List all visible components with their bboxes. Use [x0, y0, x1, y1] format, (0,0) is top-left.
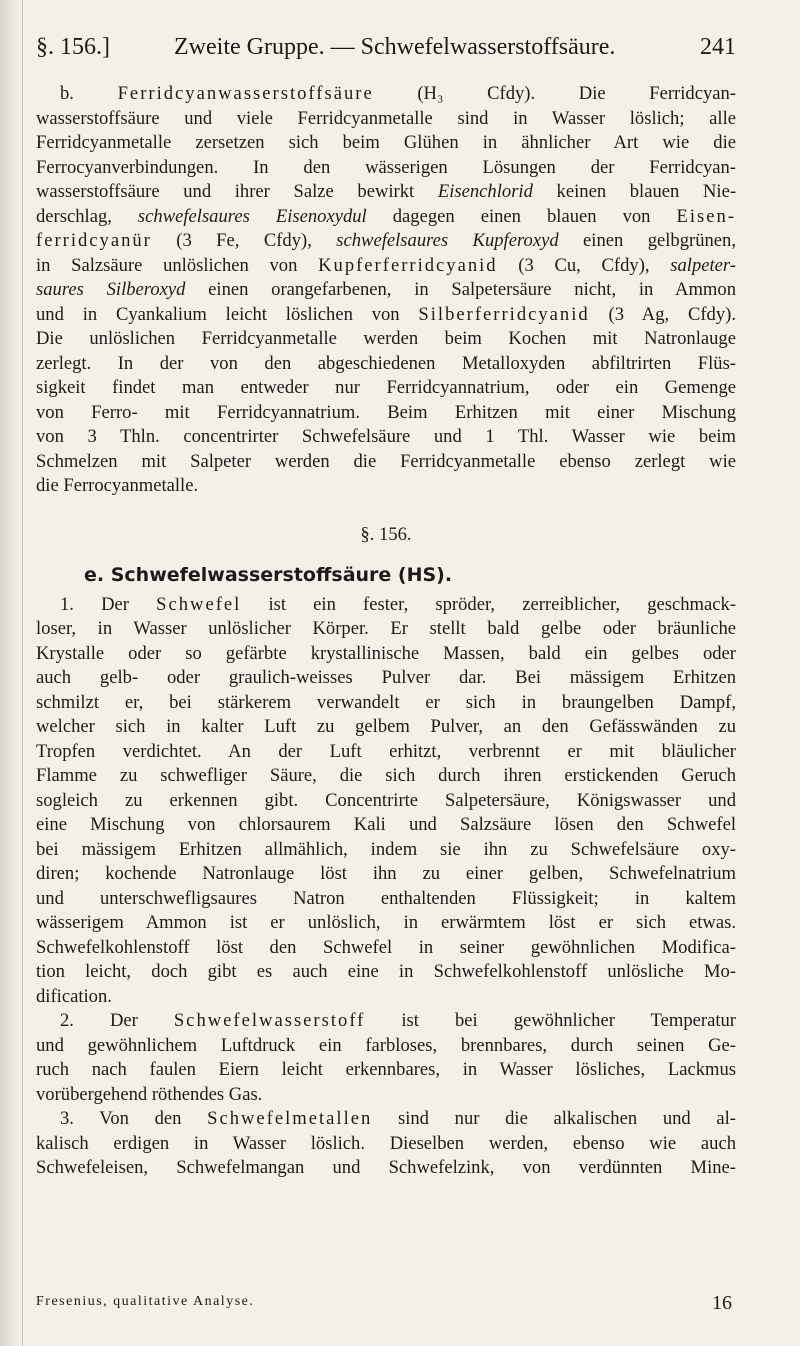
italic-term: Eisenchlorid	[437, 181, 533, 202]
text-run: bei mässigem Erhitzen allmählich, indem sie ihn zu Schwefelsäure oxy-	[36, 838, 736, 860]
paragraph-schwefelwasserstoff	[36, 1009, 736, 1107]
text-run: sogleich zu erkennen gibt. Concentrirte Salpetersäure, Königswasser und	[36, 789, 736, 811]
text-line	[36, 862, 736, 887]
text-line	[36, 911, 736, 936]
footer-author: Fresenius, qualitative Analyse.	[36, 1294, 255, 1309]
italic-term: schwefelsaures Kupferoxyd	[336, 230, 559, 251]
text-line	[36, 474, 736, 499]
text-line	[36, 254, 736, 279]
text-line	[36, 205, 736, 230]
subsection-heading: e. Schwefelwasserstoffsäure (HS).	[84, 563, 453, 586]
paragraph-schwefel	[36, 593, 736, 1010]
text-line	[36, 327, 736, 352]
text-run: keinen blauen Nie-	[532, 181, 736, 202]
text-line	[36, 617, 736, 642]
text-line	[36, 303, 736, 328]
text-run: und gewöhnlichem Luftdruck ein farbloses, brennbares, durch seinen Ge-	[36, 1034, 736, 1056]
section-heading: §. 156.	[360, 523, 412, 545]
text-line	[36, 642, 736, 667]
spaced-term: Schwefel	[156, 593, 242, 615]
text-line	[36, 229, 736, 254]
spaced-term: Schwefelwasserstoff	[173, 1010, 366, 1031]
text-run: von Ferro- mit Ferridcyannatrium. Beim Erhitzen mit einer Mischung	[36, 401, 736, 423]
text-line	[36, 376, 736, 401]
paragraph-ferridcyan	[36, 82, 736, 499]
signature-mark: 16	[712, 1292, 732, 1314]
text-line	[36, 764, 736, 789]
page-number: 241	[700, 34, 736, 60]
text-line	[36, 715, 736, 740]
text-run: einen orangefarbenen, in Salpetersäure nicht, in Ammon	[185, 279, 736, 300]
text-line	[36, 936, 736, 961]
text-run: 3. Von den	[60, 1108, 208, 1129]
spaced-term: Schwefelmetallen	[207, 1108, 373, 1129]
text-line	[36, 593, 736, 618]
text-run: einen gelbgrünen,	[558, 230, 736, 251]
text-line	[36, 960, 736, 985]
text-line	[36, 278, 736, 303]
text-run: wasserstoffsäure und viele Ferridcyanmetalle sind in Wasser löslich; alle	[36, 107, 736, 129]
page-binding-edge	[0, 0, 23, 1346]
text-run: Krystalle oder so gefärbte krystallinische Massen, bald ein gelbes oder	[36, 642, 736, 664]
text-run: zerlegt. In der von den abgeschiedenen Metalloxyden abfiltrirten Flüs-	[36, 352, 736, 374]
page-footer	[36, 1292, 736, 1322]
text-line	[36, 1034, 736, 1059]
text-run: Die unlöslichen Ferridcyanmetalle werden beim Kochen mit Natronlauge	[36, 328, 736, 349]
body-text	[36, 82, 736, 1181]
text-line	[36, 82, 736, 107]
text-line	[36, 691, 736, 716]
text-line	[36, 666, 736, 691]
text-run: wasserstoffsäure und ihrer Salze bewirkt	[36, 181, 438, 202]
text-run: vorübergehend röthendes Gas.	[36, 1083, 263, 1105]
text-run: Schmelzen mit Salpeter werden die Ferridcyanmetalle ebenso zerlegt wie	[36, 450, 736, 472]
spaced-term: Eisen-	[676, 205, 736, 227]
text-line	[36, 450, 736, 475]
text-run: und in Cyankalium leicht löslichen von	[36, 303, 419, 325]
text-line	[36, 156, 736, 181]
text-run: eine Mischung von chlorsaurem Kali und Salzsäure lösen den Schwefel	[36, 814, 736, 835]
text-line	[36, 813, 736, 838]
text-line	[36, 107, 736, 132]
text-run: (H₃ Cfdy). Die Ferridcyan-	[373, 83, 736, 104]
text-run: kalisch erdigen in Wasser löslich. Dieselben werden, ebenso wie auch	[36, 1132, 736, 1154]
text-run: diren; kochende Natronlauge löst ihn zu einer gelben, Schwefelnatrium	[36, 863, 736, 884]
text-line	[36, 1107, 736, 1132]
text-run: 1. Der	[60, 593, 157, 615]
spaced-term: ferridcyanür	[36, 230, 152, 251]
italic-term: saures Silberoxyd	[36, 279, 186, 300]
text-line	[36, 1009, 736, 1034]
spaced-term: Silberferridcyanid	[418, 303, 590, 325]
text-run: 2. Der	[60, 1010, 174, 1031]
text-run: Ferridcyanmetalle zersetzen sich beim Glühen in ähnlicher Art wie die	[36, 132, 736, 153]
running-header	[36, 34, 736, 74]
text-run: von 3 Thln. concentrirter Schwefelsäure und 1 Thl. Wasser wie beim	[36, 426, 736, 447]
text-run: Schwefelkohlenstoff löst den Schwefel in seiner gewöhnlichen Modifica-	[36, 936, 736, 958]
text-run: ruch nach faulen Eiern leicht erkennbares, in Wasser lösliches, Lackmus	[36, 1059, 736, 1080]
italic-term: schwefelsaures Eisenoxydul	[137, 205, 367, 227]
text-run: wässerigem Ammon ist er unlöslich, in erwärmtem löst er sich etwas.	[36, 912, 736, 933]
text-run: die Ferrocyanmetalle.	[36, 475, 199, 496]
text-line	[36, 1156, 736, 1181]
text-line	[36, 1058, 736, 1083]
text-line	[36, 425, 736, 450]
text-run: auch gelb- oder graulich-weisses Pulver dar. Bei mässigem Erhitzen	[36, 667, 736, 688]
text-run: sind nur die alkalischen und al-	[372, 1108, 736, 1129]
text-line	[36, 887, 736, 912]
text-run: tion leicht, doch gibt es auch eine in Schwefelkohlenstoff unlösliche Mo-	[36, 961, 736, 982]
text-line	[36, 1083, 736, 1108]
text-line	[36, 131, 736, 156]
text-run: ist ein fester, spröder, zerreiblicher, geschmack-	[241, 593, 736, 615]
text-run: (3 Fe, Cfdy),	[151, 230, 337, 251]
text-line	[36, 740, 736, 765]
text-run: welcher sich in kalter Luft zu gelbem Pulver, an den Gefässwänden zu	[36, 716, 736, 737]
text-run: dagegen einen blauen von	[366, 205, 677, 227]
text-run: schmilzt er, bei stärkerem verwandelt er sich in braungelben Dampf,	[36, 691, 736, 713]
text-run: in Salzsäure unlöslichen von	[36, 254, 319, 276]
text-line	[36, 180, 736, 205]
text-run: (3 Cu, Cfdy),	[497, 254, 671, 276]
text-run: sigkeit findet man entweder nur Ferridcyannatrium, oder ein Gemenge	[36, 377, 736, 398]
text-run: b.	[60, 83, 118, 104]
text-run: (3 Ag, Cfdy).	[589, 303, 736, 325]
text-run: Flamme zu schwefliger Säure, die sich durch ihren erstickenden Geruch	[36, 765, 736, 786]
paragraph-schwefelmetalle	[36, 1107, 736, 1181]
text-run: loser, in Wasser unlöslicher Körper. Er stellt bald gelbe oder bräunliche	[36, 618, 736, 639]
text-line	[36, 985, 736, 1010]
text-line	[36, 352, 736, 377]
header-title: Zweite Gruppe. — Schwefelwasserstoffsäure.	[174, 34, 616, 60]
text-line	[36, 789, 736, 814]
text-run: Tropfen verdichtet. An der Luft erhitzt, verbrennt er mit bläulicher	[36, 740, 736, 762]
header-section-ref: §. 156.]	[36, 34, 110, 60]
text-run: Schwefeleisen, Schwefelmangan und Schwefelzink, von verdünnten Mine-	[36, 1157, 736, 1178]
text-run: Ferrocyanverbindungen. In den wässerigen Lösungen der Ferridcyan-	[36, 156, 736, 178]
text-run: derschlag,	[36, 205, 138, 227]
text-run: und unterschwefligsaures Natron enthaltenden Flüssigkeit; in kaltem	[36, 887, 736, 909]
spaced-term: Kupferferridcyanid	[318, 254, 498, 276]
text-run: ist bei gewöhnlicher Temperatur	[365, 1010, 736, 1031]
text-line	[36, 838, 736, 863]
spaced-term: Ferridcyanwasserstoffsäure	[117, 83, 374, 104]
text-run: dification.	[36, 985, 112, 1007]
italic-term: salpeter-	[670, 254, 736, 276]
text-line	[36, 1132, 736, 1157]
text-line	[36, 401, 736, 426]
